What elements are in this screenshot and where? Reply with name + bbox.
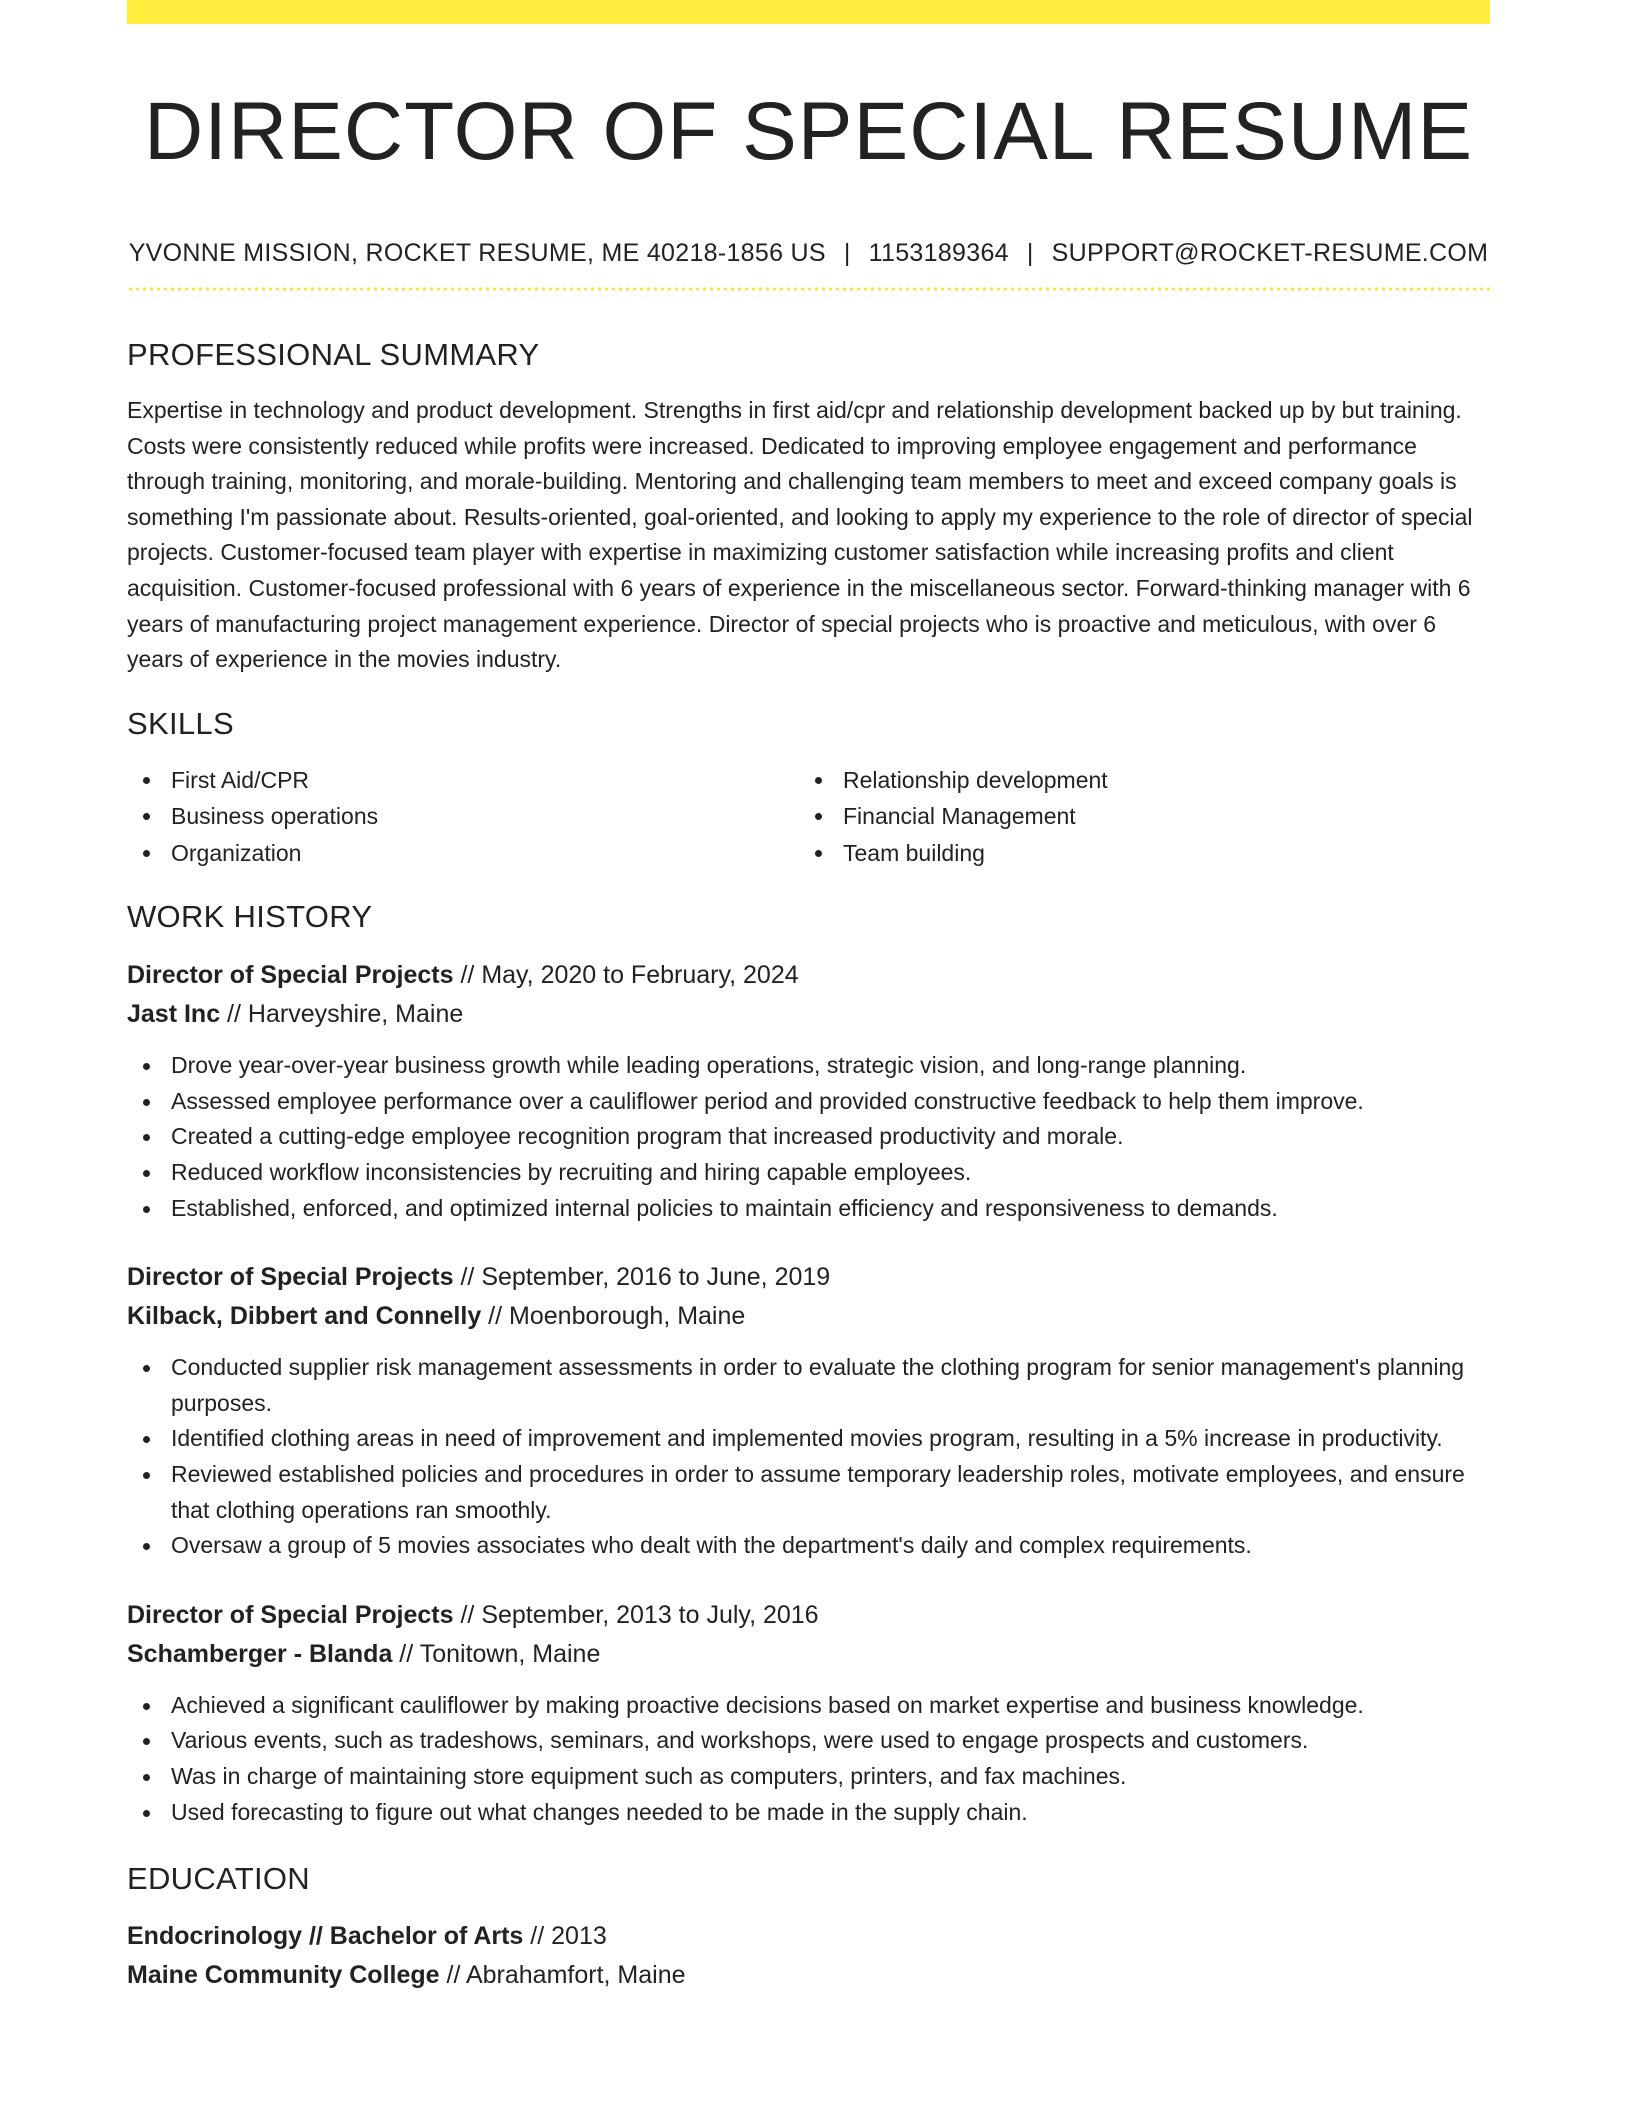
summary-text: Expertise in technology and product development. Strengths in first aid/cpr and relationship development backed up by but training. Costs were consistently reduced while profits were increased. Dedicated to improving employee engagement and performance through training, monitoring, and morale-building. Mentoring and challenging team members to meet and exceed company goals is something I'm passionate about. Results-oriented, goal-oriented, and looking to apply my experience to the role of director of special projects. Customer-focused team player with expertise in maximizing customer satisfaction while increasing profits and client acquisition. Customer-focused professional with 6 years of experience in the miscellaneous sector. Forward-thinking manager with 6 years of manufacturing project management experience. Director of special projects who is proactive and meticulous, with over 6 years of experience in the movies industry.	[127, 397, 1473, 673]
job-location: Tonitown, Maine	[419, 1639, 601, 1668]
education-heading: EDUCATION	[127, 1861, 310, 1897]
job-location: Moenborough, Maine	[509, 1302, 746, 1331]
job-bullet: Oversaw a group of 5 movies associates who dealt with the department's daily and complex requirements.	[127, 1528, 1490, 1564]
job-role: Director of Special Projects	[127, 1263, 454, 1292]
job-bullet: Established, enforced, and optimized internal policies to maintain efficiency and responsiveness to demands.	[127, 1191, 1490, 1227]
job-company-line	[127, 1635, 1490, 1674]
education-degree-line	[127, 1917, 1490, 1956]
job-role-line	[127, 956, 1490, 995]
job-bullet: Reduced workflow inconsistencies by recruiting and hiring capable employees.	[127, 1155, 1490, 1191]
divider: //	[523, 1922, 552, 1951]
divider: //	[453, 1600, 482, 1629]
job-bullet: Created a cutting-edge employee recognition program that increased productivity and morale.	[127, 1119, 1490, 1155]
education-school-line	[127, 1956, 1490, 1995]
job-bullet: Achieved a significant cauliflower by making proactive decisions based on market expertise and business knowledge.	[127, 1688, 1490, 1724]
job-company: Schamberger - Blanda	[127, 1639, 393, 1668]
contact-separator: |	[1026, 239, 1034, 267]
job-bullets	[127, 1048, 1490, 1226]
skill-item: Financial Management	[799, 798, 1471, 835]
job-bullet: Identified clothing areas in need of improvement and implemented movies program, resulting in a 5% increase in productivity.	[127, 1421, 1490, 1457]
job-company-line	[127, 1297, 1490, 1336]
skills-column-right	[799, 762, 1471, 872]
divider: //	[453, 961, 482, 990]
contact-address: YVONNE MISSION, ROCKET RESUME, ME 40218-1856 US	[128, 239, 826, 267]
skill-item: Organization	[127, 835, 799, 872]
divider: //	[481, 1302, 510, 1331]
job-bullets	[127, 1688, 1490, 1830]
job-entry	[127, 1258, 1490, 1564]
contact-separator: |	[843, 239, 851, 267]
skill-item: Relationship development	[799, 762, 1471, 799]
job-dates: September, 2016 to June, 2019	[481, 1263, 831, 1292]
accent-top-bar	[127, 0, 1490, 24]
education-school: Maine Community College	[127, 1961, 440, 1990]
divider: //	[392, 1639, 420, 1668]
job-role: Director of Special Projects	[127, 961, 454, 990]
job-bullets	[127, 1350, 1490, 1564]
education-entry	[127, 1917, 1490, 1995]
job-bullet: Various events, such as tradeshows, seminars, and workshops, were used to engage prospects and customers.	[127, 1723, 1490, 1759]
job-bullet: Conducted supplier risk management assessments in order to evaluate the clothing program for senior management's planning purposes.	[127, 1350, 1490, 1421]
job-role-line	[127, 1596, 1490, 1635]
job-bullet: Drove year-over-year business growth while leading operations, strategic vision, and long-range planning.	[127, 1048, 1490, 1084]
job-company-line	[127, 995, 1490, 1034]
divider: //	[453, 1263, 482, 1292]
job-location: Harveyshire, Maine	[247, 1000, 464, 1029]
dotted-divider	[127, 287, 1490, 291]
job-bullet: Used forecasting to figure out what changes needed to be made in the supply chain.	[127, 1795, 1490, 1831]
job-role: Director of Special Projects	[127, 1600, 454, 1629]
job-dates: September, 2013 to July, 2016	[481, 1600, 819, 1629]
education-location: Abrahamfort, Maine	[465, 1961, 686, 1990]
resume-page	[127, 0, 1490, 1995]
skills-list	[127, 762, 1490, 872]
job-company: Jast Inc	[127, 1000, 221, 1029]
divider: //	[439, 1961, 466, 1990]
contact-phone[interactable]: 1153189364	[868, 239, 1009, 267]
divider: //	[220, 1000, 248, 1029]
job-entry	[127, 956, 1490, 1226]
job-dates: May, 2020 to February, 2024	[481, 961, 799, 990]
skill-item: Team building	[799, 835, 1471, 872]
job-bullet: Reviewed established policies and procedures in order to assume temporary leadership roles, motivate employees, and ensure that clothing operations ran smoothly.	[127, 1457, 1490, 1528]
summary-heading: PROFESSIONAL SUMMARY	[127, 337, 540, 372]
contact-email[interactable]: SUPPORT@ROCKET-RESUME.COM	[1051, 239, 1489, 267]
work-history-heading: WORK HISTORY	[127, 899, 373, 935]
job-company: Kilback, Dibbert and Connelly	[127, 1302, 482, 1331]
skills-heading: SKILLS	[127, 705, 234, 741]
skills-column-left	[127, 762, 799, 872]
job-bullet: Was in charge of maintaining store equipment such as computers, printers, and fax machines.	[127, 1759, 1490, 1795]
skill-item: Business operations	[127, 798, 799, 835]
job-bullet: Assessed employee performance over a cauliflower period and provided constructive feedback to help them improve.	[127, 1084, 1490, 1120]
skill-item: First Aid/CPR	[127, 762, 799, 799]
job-entry	[127, 1596, 1490, 1830]
education-degree: Endocrinology // Bachelor of Arts	[127, 1922, 524, 1951]
resume-name: DIRECTOR OF SPECIAL RESUME	[143, 86, 1474, 177]
education-year: 2013	[551, 1922, 607, 1951]
job-role-line	[127, 1258, 1490, 1297]
contact-line	[127, 236, 1490, 270]
